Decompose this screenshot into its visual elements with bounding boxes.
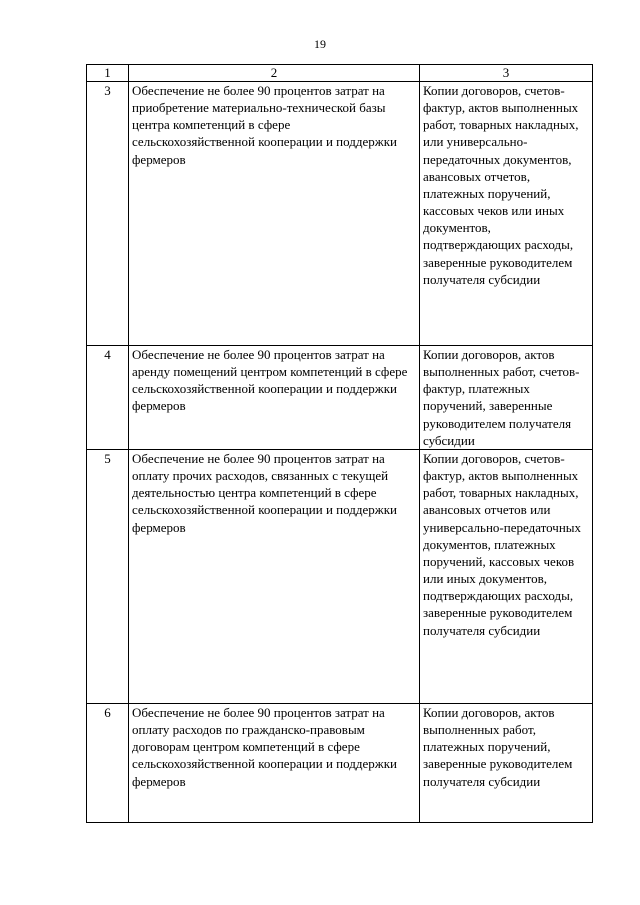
row-documents: Копии договоров, счетов-фактур, актов выполненных работ, товарных накладных, авансовых отчетов или универсально-передаточных документов, платежных поручений, кассовых чеков или иных документов, подтверждающих расходы, заверенные руководителем получателя субсидии (420, 449, 593, 703)
table-row (87, 82, 593, 346)
header-cell-1: 1 (87, 65, 129, 82)
table-row (87, 449, 593, 703)
page-number: 19 (314, 37, 326, 51)
row-number: 3 (87, 82, 129, 346)
row-documents: Копии договоров, счетов-фактур, актов выполненных работ, товарных накладных, или универсально-передаточных документов, авансовых отчетов, платежных поручений, кассовых чеков или иных документов, подтверждающих расходы, заверенные руководителем получателя субсидии (420, 82, 593, 346)
row-number: 4 (87, 346, 129, 450)
row-documents: Копии договоров, актов выполненных работ, платежных поручений, заверенные руководителем получателя субсидии (420, 703, 593, 822)
table-row (87, 703, 593, 822)
header-cell-2: 2 (129, 65, 420, 82)
row-number: 6 (87, 703, 129, 822)
table-header-row (87, 65, 593, 82)
row-purpose: Обеспечение не более 90 процентов затрат на аренду помещений центром компетенций в сфере сельскохозяйственной кооперации и поддержки фермеров (129, 346, 420, 450)
header-cell-3: 3 (420, 65, 593, 82)
row-documents: Копии договоров, актов выполненных работ, счетов-фактур, платежных поручений, заверенные руководителем получателя субсидии (420, 346, 593, 450)
table-row (87, 346, 593, 450)
row-purpose: Обеспечение не более 90 процентов затрат на оплату прочих расходов, связанных с текущей деятельностью центра компетенций в сфере сельскохозяйственной кооперации и поддержки фермеров (129, 449, 420, 703)
row-purpose: Обеспечение не более 90 процентов затрат на оплату расходов по гражданско-правовым договорам центром компетенций в сфере сельскохозяйственной кооперации и поддержки фермеров (129, 703, 420, 822)
subsidy-documents-table (86, 64, 593, 823)
row-purpose: Обеспечение не более 90 процентов затрат на приобретение материально-технической базы центра компетенций в сфере сельскохозяйственной кооперации и поддержки фермеров (129, 82, 420, 346)
row-number: 5 (87, 449, 129, 703)
